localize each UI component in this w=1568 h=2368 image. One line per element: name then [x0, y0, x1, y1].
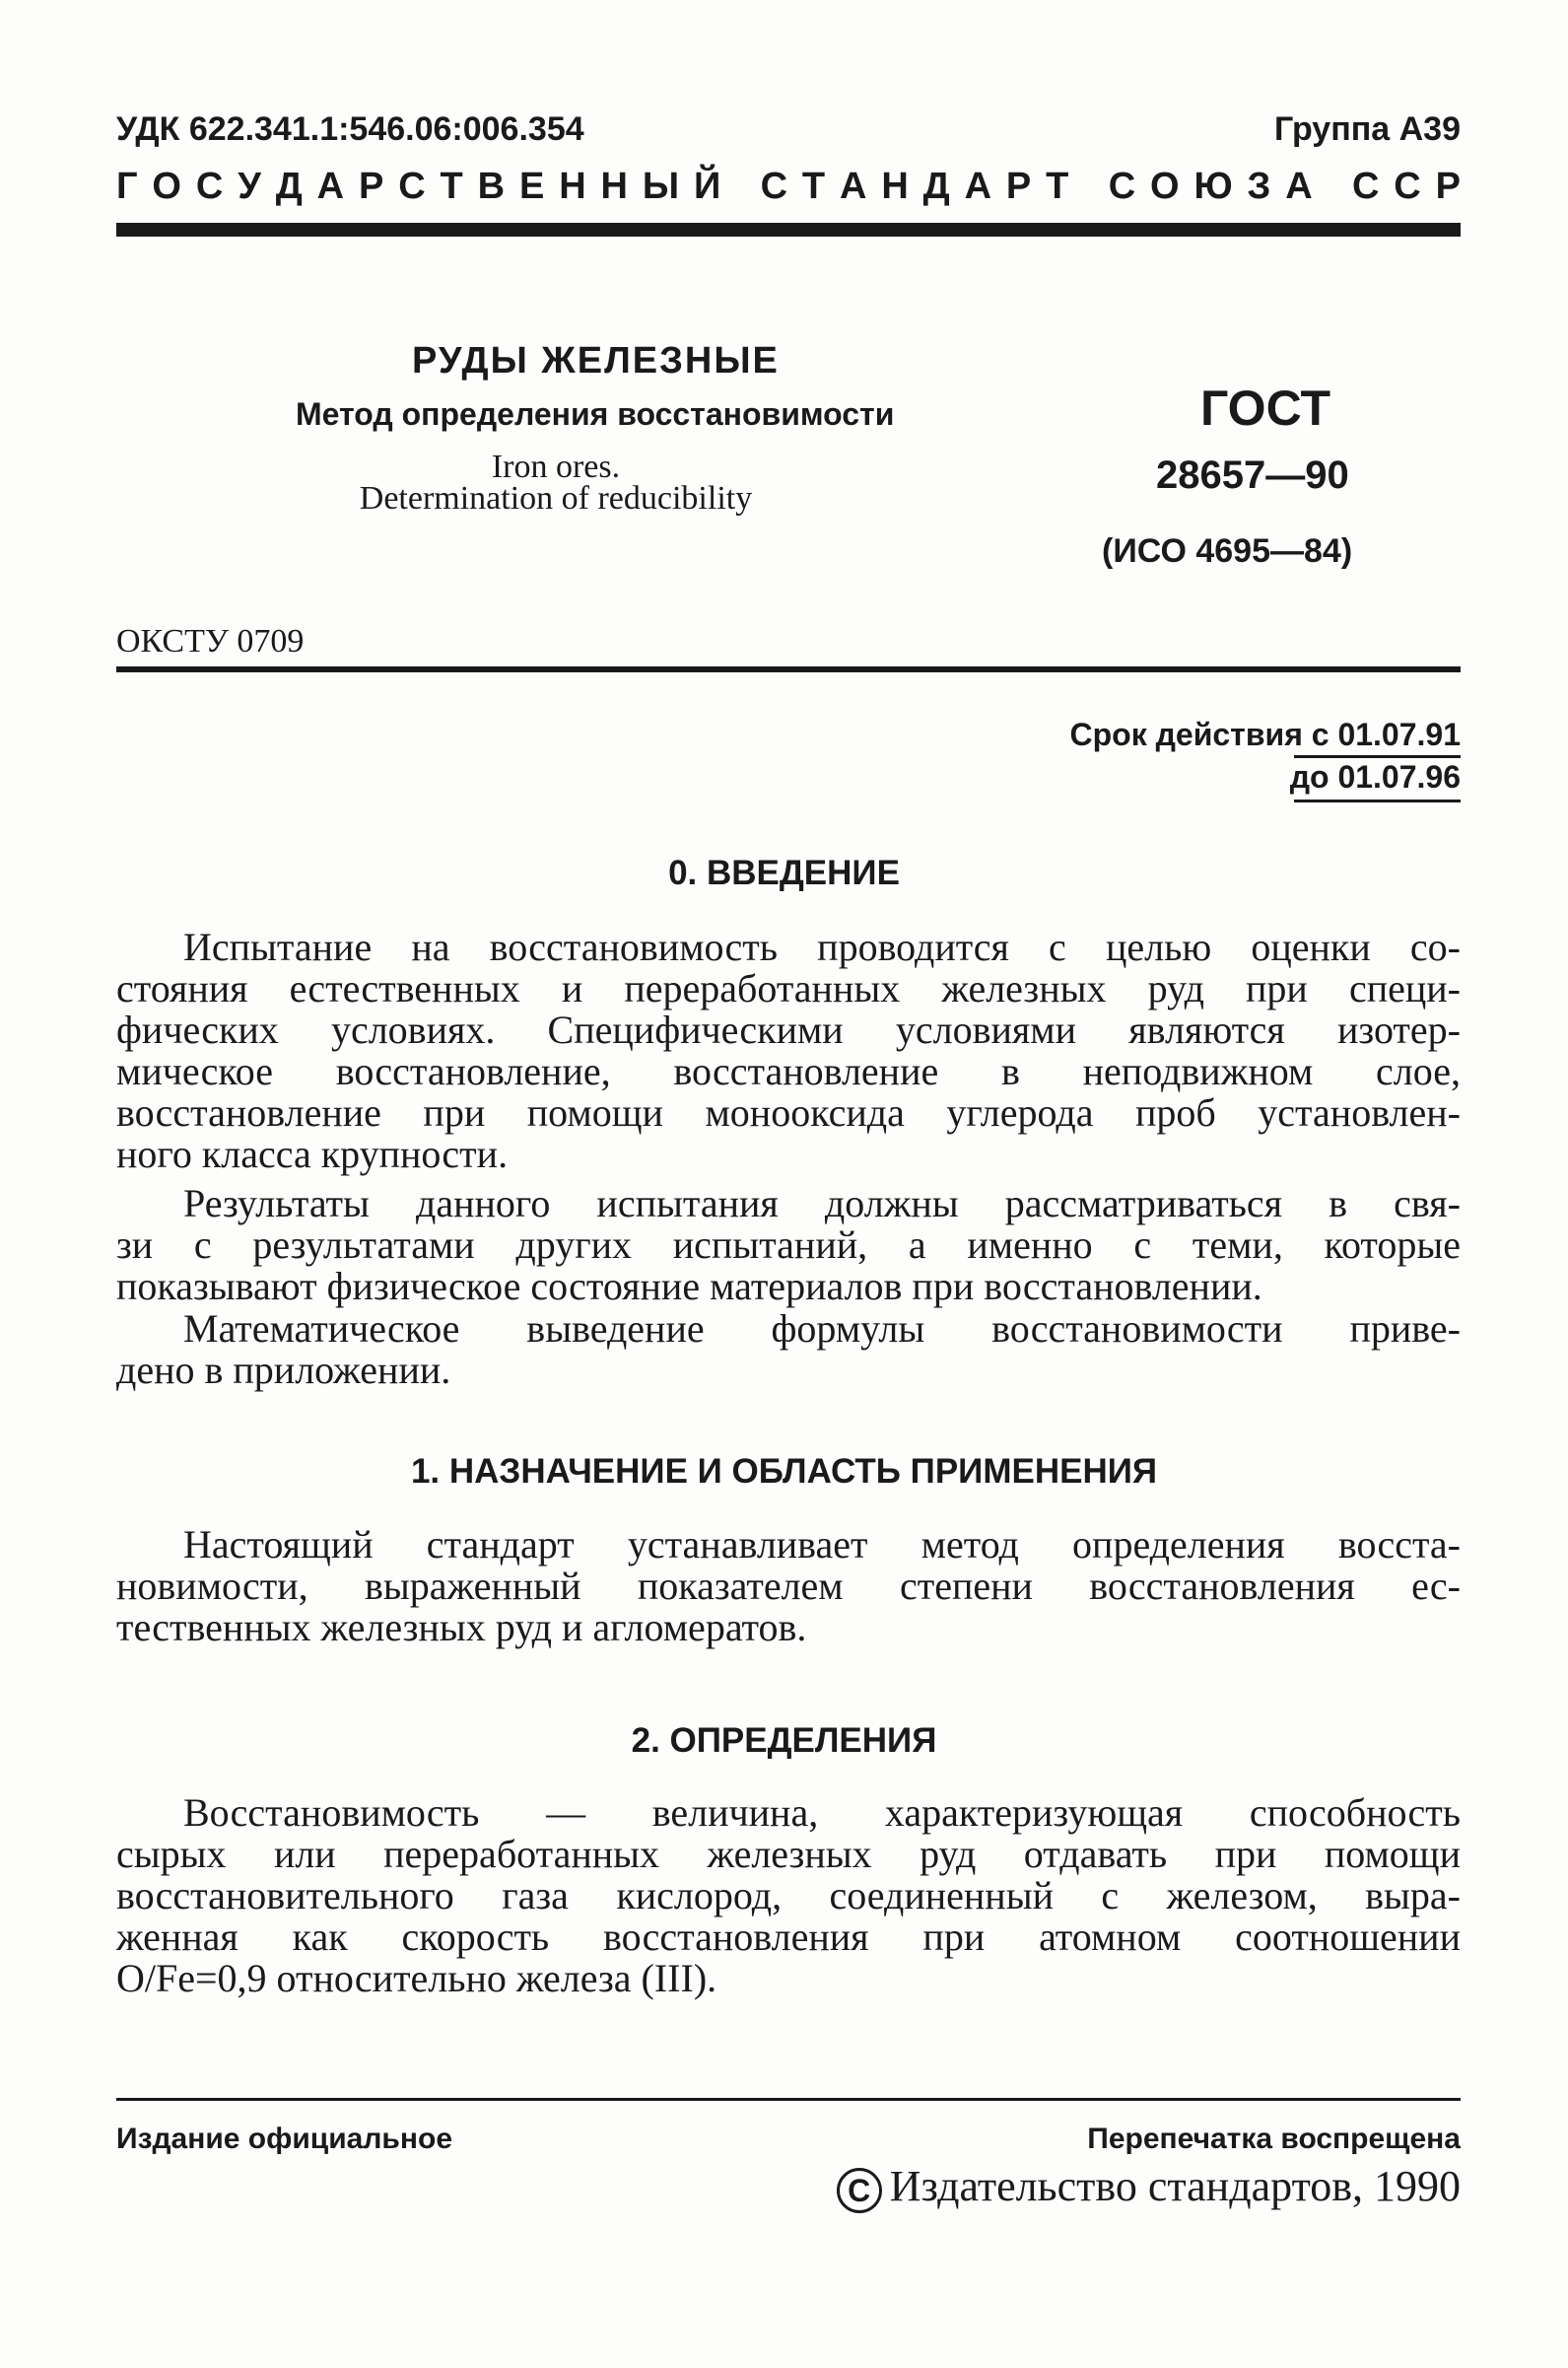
state-standard-title	[116, 166, 1461, 208]
state-title-letter: С	[1108, 166, 1136, 207]
validity-from-underline	[1294, 755, 1461, 758]
official-edition: Издание официальное	[116, 2123, 453, 2155]
text-line: новимости, выраженный показателем степени восстановления ес-	[116, 1564, 1461, 1608]
state-title-letter: А	[839, 166, 867, 207]
text-line: восстановление при помощи монооксида углерода проб установлен-	[116, 1090, 1461, 1135]
document-subtitle: Метод определения восстановимости	[296, 396, 895, 432]
state-title-letter: Е	[518, 166, 545, 207]
state-title-letter: В	[477, 166, 506, 207]
intro-paragraph-1	[116, 927, 1461, 1175]
okstu-rule	[116, 666, 1461, 672]
text-line: ного класса крупности.	[116, 1132, 509, 1176]
intro-paragraph-3	[116, 1308, 1461, 1391]
text-line: фических условиях. Специфическими условиями являются изотер-	[116, 1008, 1461, 1052]
state-title-letter: Й	[693, 166, 721, 207]
state-title-letter: З	[1247, 166, 1271, 207]
state-title-letter: О	[1150, 166, 1180, 207]
state-title-letter: Т	[440, 166, 463, 207]
section-1-heading: 1. НАЗНАЧЕНИЕ И ОБЛАСТЬ ПРИМЕНЕНИЯ	[410, 1452, 1158, 1491]
udk-code: УДК 622.341.1:546.06:006.354	[116, 110, 584, 148]
publisher-name: Издательство стандартов, 1990	[889, 2162, 1461, 2210]
state-title-letter: Д	[922, 166, 950, 207]
text-line: Результаты данного испытания должны рассматриваться в свя-	[183, 1181, 1461, 1225]
state-title-letter: А	[316, 166, 345, 207]
intro-heading: 0. ВВЕДЕНИЕ	[668, 854, 900, 892]
state-title-letter: Н	[600, 166, 628, 207]
text-line: сырых или переработанных железных руд отдавать при помощи	[116, 1832, 1461, 1876]
state-title-letter: Г	[116, 166, 138, 207]
section-1-paragraph	[116, 1524, 1461, 1648]
state-title-letter: Ю	[1193, 166, 1233, 207]
header-rule	[116, 223, 1461, 237]
state-title-letter: С	[1394, 166, 1421, 207]
text-line: дено в приложении.	[116, 1348, 451, 1392]
validity-to-underline	[1294, 800, 1461, 802]
validity-from: Срок действия с 01.07.91	[1069, 717, 1461, 752]
document-title: РУДЫ ЖЕЛЕЗНЫЕ	[412, 340, 780, 382]
state-title-letter: Д	[275, 166, 303, 207]
publisher-line	[837, 2161, 1461, 2213]
group-code: Группа А39	[1273, 110, 1461, 148]
copyright-icon: C	[837, 2168, 882, 2213]
intro-paragraph-2	[116, 1183, 1461, 1307]
state-title-letter: Н	[881, 166, 909, 207]
state-title-letter: А	[1285, 166, 1313, 207]
text-line: стояния естественных и переработанных железных руд при специ-	[116, 966, 1461, 1010]
state-title-letter: С	[1351, 166, 1380, 207]
text-line: женная как скорость восстановления при атомном соотношении	[116, 1915, 1461, 1959]
text-line: Математическое выведение формулы восстановимости приве-	[183, 1306, 1461, 1351]
text-line: Восстановимость — величина, характеризующая способность	[183, 1790, 1461, 1835]
iso-reference: (ИСО 4695—84)	[1102, 532, 1353, 570]
section-2-heading: 2. ОПРЕДЕЛЕНИЯ	[631, 1721, 937, 1760]
reprint-notice: Перепечатка воспрещена	[1087, 2123, 1461, 2155]
state-title-letter: С	[398, 166, 426, 207]
text-line: мическое восстановление, восстановление в неподвижном слое,	[116, 1049, 1461, 1093]
footer-rule	[116, 2098, 1461, 2101]
section-2-paragraph	[116, 1792, 1461, 1999]
text-line: Настоящий стандарт устанавливает метод определения восста-	[183, 1522, 1461, 1567]
state-title-letter: Р	[358, 166, 384, 207]
state-title-letter: Т	[801, 166, 826, 207]
text-line: показывают физическое состояние материалов при восстановлении.	[116, 1264, 1262, 1308]
text-line: восстановительного газа кислород, соединенный с железом, выра-	[116, 1873, 1461, 1917]
state-title-letter: Т	[1046, 166, 1069, 207]
english-title-line2: Determination of reducibility	[359, 480, 753, 517]
state-title-letter	[735, 166, 746, 208]
text-line: зи с результатами других испытаний, а именно с теми, которые	[116, 1222, 1461, 1267]
gost-label: ГОСТ	[1200, 381, 1330, 436]
state-title-letter	[1083, 166, 1094, 208]
gost-number: 28657—90	[1156, 453, 1349, 497]
validity-to: до 01.07.96	[1289, 759, 1461, 795]
state-title-letter: Р	[1435, 166, 1461, 207]
english-title-line1: Iron ores.	[491, 449, 621, 485]
state-title-letter: Р	[1005, 166, 1032, 207]
text-line: O/Fe=0,9 относительно железа (III).	[116, 1956, 717, 2000]
state-title-letter: У	[238, 166, 261, 207]
state-title-letter: Ы	[642, 166, 680, 207]
state-title-letter: Н	[559, 166, 586, 207]
state-title-letter: С	[195, 166, 224, 207]
state-title-letter: А	[964, 166, 992, 207]
okstu-code: ОКСТУ 0709	[116, 623, 305, 660]
state-title-letter	[1328, 166, 1338, 208]
state-title-letter: С	[760, 166, 788, 207]
text-line: Испытание на восстановимость проводится с целью оценки со-	[183, 925, 1461, 969]
text-line: тественных железных руд и агломератов.	[116, 1605, 807, 1649]
state-title-letter: О	[152, 166, 181, 207]
